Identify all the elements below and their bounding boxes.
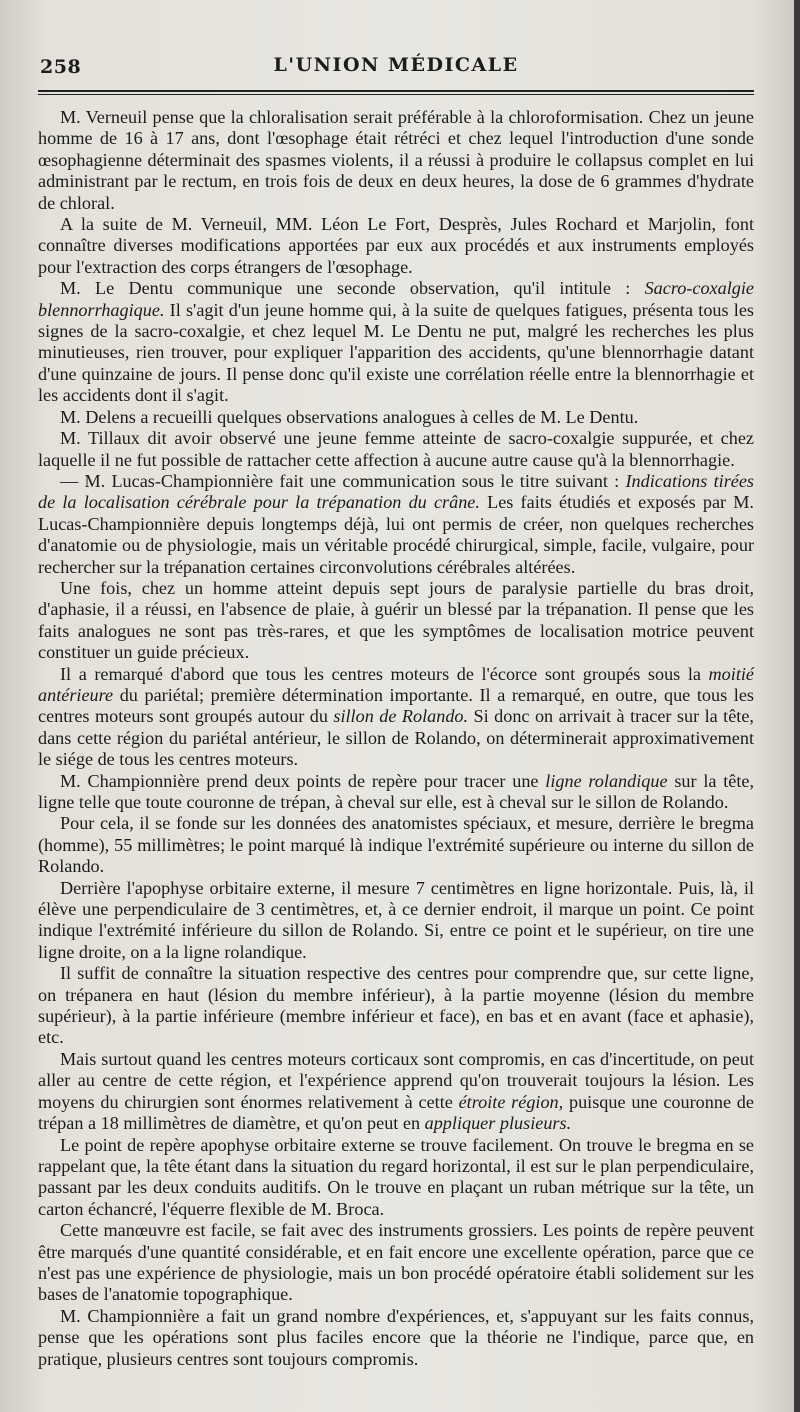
text-run: M. Championnière a fait un grand nombre d'expériences, et, s'appuyant sur les faits connus, pense que les opérations sont plus faciles encore que la théorie ne l'indique, parce que, en pratique, plusieurs centres sont toujours compromis. xyxy=(38,1305,754,1369)
text-run: Derrière l'apophyse orbitaire externe, il mesure 7 centimètres en ligne horizontale. Puis, là, il élève une perpendiculaire de 3 centimètres, et, à ce dernier endroit, il marque un point. Ce point indique l'extrémité inférieure du sillon de Rolando. Si, entre ce point et le supérieur, on tire une ligne droite, on a la ligne rolandique. xyxy=(38,877,754,962)
text-run: Pour cela, il se fonde sur les données des anatomistes spéciaux, et mesure, derrière le bregma (homme), 55 millimètres; le point marqué là indique l'extrémité supérieure ou interne du sillon de Rolando. xyxy=(38,813,754,877)
text-run: Il suffit de connaître la situation respective des centres pour comprendre que, sur cette ligne, on trépanera en haut (lésion du membre inférieur), à la partie moyenne (lésion du membre supérieur), à la partie inférieure (membre inférieur et face), en bas et en avant (face et aphasie), etc. xyxy=(38,963,754,1048)
text-run: — M. Lucas-Championnière fait une communication sous le titre suivant : xyxy=(60,470,626,491)
text-run: Si donc on arrivait à tracer sur la tête, dans cette région du pariétal antérieur, le sillon de Rolando, on déterminerait approximativement le siége de tous les centres moteurs. xyxy=(38,706,754,770)
text-run: Il a remarqué d'abord que tous les centres moteurs de l'écorce sont groupés sous la xyxy=(60,663,709,684)
paragraph xyxy=(38,878,754,964)
paragraph xyxy=(38,278,754,406)
text-run: M. Championnière prend deux points de repère pour tracer une xyxy=(60,770,546,791)
text-run: Cette manœuvre est facile, se fait avec des instruments grossiers. Les points de repère peuvent être marqués d'une quantité considérable, et en fait encore une excellente opération, parce que ce n'est pas une expérience de physiologie, mais un bon procédé opératoire établi solidement sur les bases de l'anatomie topographique. xyxy=(38,1220,754,1305)
text-run: Le point de repère apophyse orbitaire externe se trouve facilement. On trouve le bregma en se rappelant que, la tête étant dans la situation du regard horizontal, il est sur le plan perpendiculaire, passant par les deux conduits auditifs. On le trouve en plaçant un ruban métrique sur la tête, un carton échancré, l'équerre flexible de M. Broca. xyxy=(38,1134,754,1219)
italic-text: ligne rolandique xyxy=(545,770,668,791)
paragraph xyxy=(38,963,754,1049)
text-run: sur la tête, ligne telle que toute couronne de trépan, à cheval sur elle, est à cheval sur le sillon de Rolando. xyxy=(38,770,755,812)
text-run: Une fois, chez un homme atteint depuis sept jours de paralysie partielle du bras droit, d'aphasie, il a réussi, en l'absence de plaie, à guérir un blessé par la trépanation. Il pense que les faits analogues ne sont pas très-rares, et que les symptômes de localisation motrice peuvent constituer un guide précieux. xyxy=(38,577,754,663)
italic-text: étroite région, xyxy=(458,1091,564,1112)
paragraph xyxy=(38,214,754,278)
text-run: du pariétal; première détermination importante. Il a remarqué, en outre, que tous les centres moteurs sont groupés autour du xyxy=(38,684,754,727)
text-run: Il s'agit d'un jeune homme qui, à la suite de quelques fatigues, présenta tous les signes de la sacro-coxalgie, et chez lequel M. Le Dentu ne put, malgré les recherches les plus minutieuses, rien trouver, pour expliquer l'apparition des accidents, qu'une blennorrhagie datant d'une quinzaine de jours. Il pense donc qu'il existe une corrélation réelle entre la blennorrhagie et les accidents dont il s'agit. xyxy=(38,299,754,406)
text-run: M. Verneuil pense que la chloralisation serait préférable à la chloroformisation. Chez un jeune homme de 16 à 17 ans, dont l'œsophage était rétréci et chez lequel l'introduction d'une sonde œsophagienne déterminait des spasmes violents, il a réussi à produire le collapsus complet en lui administrant par le rectum, en trois fois de deux en deux heures, la dose de 6 grammes d'hydrate de chloral. xyxy=(38,107,754,213)
paragraph xyxy=(38,1049,754,1135)
article-body xyxy=(38,107,754,1370)
paragraph xyxy=(38,578,754,664)
journal-title: L'UNION MÉDICALE xyxy=(273,54,519,76)
italic-text: appliquer plusieurs. xyxy=(424,1113,572,1134)
text-run: A la suite de M. Verneuil, MM. Léon Le Fort, Desprès, Jules Rochard et Marjolin, font connaître diverses modifications apportées par eux aux procédés et aux instruments employés pour l'extraction des corps étrangers de l'œsophage. xyxy=(38,214,754,277)
paragraph xyxy=(38,428,754,471)
text-run: M. Le Dentu communique une seconde observation, qu'il intitule : xyxy=(60,278,645,299)
italic-text: moitié antérieure xyxy=(38,663,754,705)
italic-text: sillon de Rolando. xyxy=(333,706,469,727)
page-edge xyxy=(794,0,800,1412)
paragraph xyxy=(38,471,754,578)
header-rule-thin xyxy=(38,94,754,95)
italic-text: Indications tirées de la localisation cérébrale pour la trépanation du crâne. xyxy=(38,470,754,513)
paragraph xyxy=(38,1135,754,1221)
text-run: Les faits étudiés et exposés par M. Lucas-Championnière depuis longtemps déjà, lui ont permis de créer, non quelques recherches d'anatomie ou de physiologie, mais un véritable procédé chirurgical, simple, facile, vulgaire, pour rechercher sur la trépanation certaines circonvolutions cérébrales altérées. xyxy=(38,492,754,577)
page-number: 258 xyxy=(40,56,82,78)
paragraph xyxy=(38,771,754,814)
paragraph xyxy=(38,407,754,428)
text-run: M. Tillaux dit avoir observé une jeune femme atteinte de sacro-coxalgie suppurée, et chez laquelle il ne fut possible de rattacher cette affection à aucune autre cause qu'à la blennorrhagie. xyxy=(38,428,754,470)
paragraph xyxy=(38,813,754,877)
text-run: M. Delens a recueilli quelques observations analogues à celles de M. Le Dentu. xyxy=(60,406,639,427)
text-run: Mais surtout quand les centres moteurs corticaux sont compromis, en cas d'incertitude, on peut aller au centre de cette région, et l'expérience apprend qu'on trouverait toujours la lésion. Les moyens du chirurgien sont énormes relativement à cette xyxy=(38,1048,754,1112)
paragraph xyxy=(38,1220,754,1306)
paragraph xyxy=(38,664,754,771)
text-run: puisque une couronne de trépan a 18 millimètres de diamètre, et qu'on peut en xyxy=(38,1091,754,1134)
header-rule xyxy=(38,90,754,92)
paragraph xyxy=(38,1306,754,1370)
italic-text: Sacro-coxalgie blennorrhagique. xyxy=(38,278,754,320)
running-header xyxy=(38,48,754,88)
paragraph xyxy=(38,107,754,214)
